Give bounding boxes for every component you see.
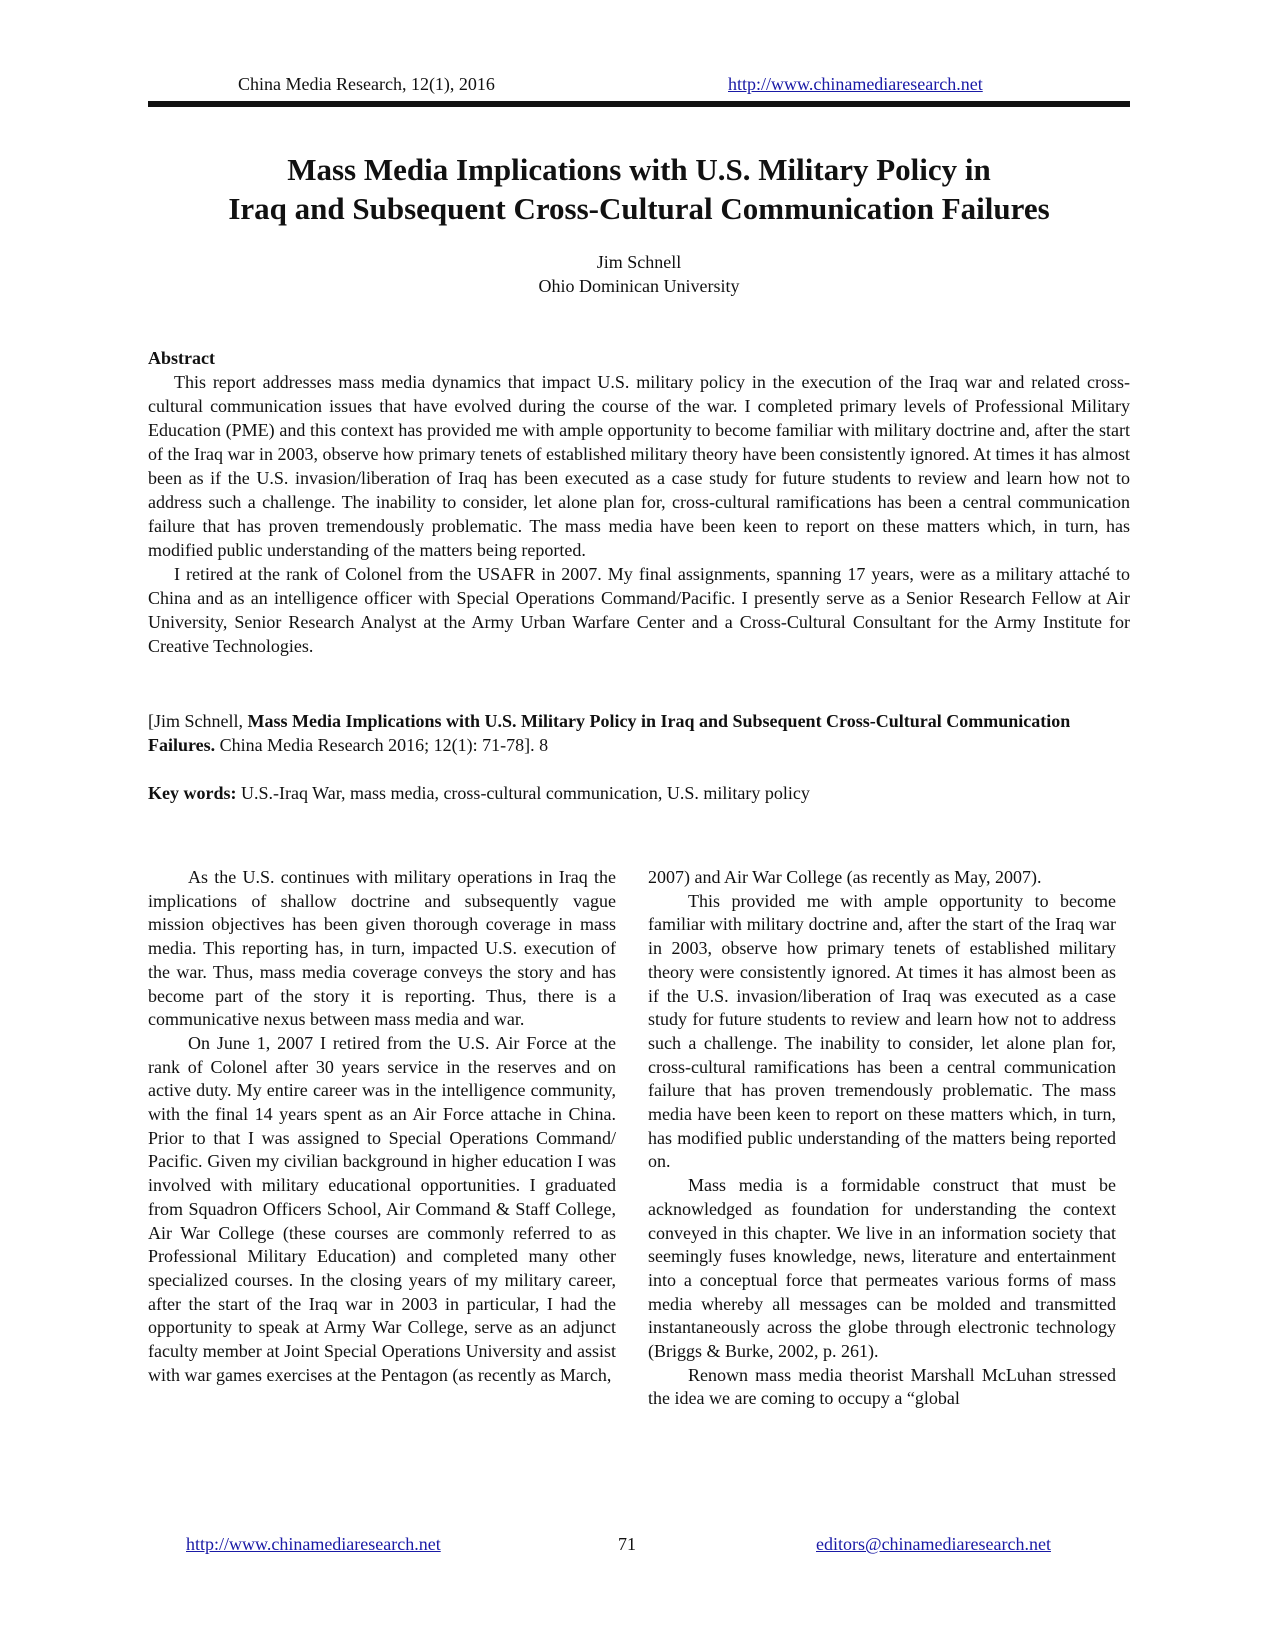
citation-title: Mass Media Implications with U.S. Military Policy in Iraq and Subsequent Cross-Cultural Communication Failures. [148,711,1071,755]
journal-website-link[interactable]: http://www.chinamediaresearch.net [728,74,983,94]
header-rule [148,101,1130,107]
body-paragraph: On June 1, 2007 I retired from the U.S. Air Force at the rank of Colonel after 30 years service in the reserves and on active duty. My entire career was in the intelligence community, with the final 14 years spent as an Air Force attache in China. Prior to that I was assigned to Special Operations Command/ Pacific. Given my civilian background in higher education I was involved with military educational opportunities. I graduated from Squadron Officers School, Air Command & Staff College, Air War College (these courses are commonly referred to as Professional Military Education) and completed many other specialized courses. In the closing years of my military career, after the start of the Iraq war in 2003 in particular, I had the opportunity to speak at Army War College, serve as an adjunct faculty member at Joint Special Operations University and assist with war games exercises at the Pentagon (as recently as March, [148,1032,616,1385]
abstract-heading: Abstract [148,348,215,368]
citation-suffix: China Media Research 2016; 12(1): 71-78]. 8 [215,735,549,755]
body-column-right [648,866,1116,1411]
title-line-2: Iraq and Subsequent Cross-Cultural Communication Failures [228,191,1050,226]
body-paragraph: As the U.S. continues with military operations in Iraq the implications of shallow doctrine and subsequently vague mission objectives has been given thorough coverage in mass media. This reporting has, in turn, impacted U.S. execution of the war. Thus, mass media coverage conveys the story and has become part of the story it is reporting. Thus, there is a communicative nexus between mass media and war. [148,867,616,1030]
body-column-left [148,866,616,1387]
body-paragraph: Renown mass media theorist Marshall McLuhan stressed the idea we are coming to occupy a “global [648,1364,1116,1409]
page-footer [148,1534,1130,1558]
footer-website-link[interactable]: http://www.chinamediaresearch.net [186,1534,441,1554]
author-name: Jim Schnell [596,252,682,272]
keywords-text: U.S.-Iraq War, mass media, cross-cultural communication, U.S. military policy [236,783,810,803]
body-paragraph: Mass media is a formidable construct that must be acknowledged as foundation for understanding the context conveyed in this chapter. We live in an information society that seemingly fuses knowledge, news, literature and entertainment into a conceptual force that permeates various forms of mass media whereby all messages can be molded and transmitted instantaneously across the globe through electronic technology (Briggs & Burke, 2002, p. 261). [648,1175,1116,1362]
author-affiliation: Ohio Dominican University [538,276,740,296]
keywords-block [148,781,1130,805]
footer-email-link[interactable]: editors@chinamediaresearch.net [816,1534,1051,1554]
body-paragraph: This provided me with ample opportunity to become familiar with military doctrine and, after the start of the Iraq war in 2003, observe how primary tenets of established military theory were consistently ignored. At times it has almost been as if the U.S. invasion/liberation of Iraq was executed as a case study for future students to review and learn how not to address such a challenge. The inability to consider, let alone plan for, cross-cultural ramifications has been a central communication failure that has proven tremendously problematic. The mass media have been keen to report on these matters which, in turn, has modified public understanding of the matters being reported on. [648,890,1116,1172]
abstract-paragraph-1: This report addresses mass media dynamics that impact U.S. military policy in the execution of the Iraq war and related cross-cultural communication issues that have evolved during the course of the war. I completed primary levels of Professional Military Education (PME) and this context has provided me with ample opportunity to become familiar with military doctrine and, after the start of the Iraq war in 2003, observe how primary tenets of established military theory have been consistently ignored. At times it has almost been as if the U.S. invasion/liberation of Iraq has been executed as a case study for future students to review and learn how not to address such a challenge. The inability to consider, let alone plan for, cross-cultural ramifications has been a central communication failure that has proven tremendously problematic. The mass media have been keen to report on these matters which, in turn, has modified public understanding of the matters being reported. [148,372,1130,560]
article-title [148,150,1130,228]
running-header [148,74,1123,98]
abstract-section [148,346,1130,658]
journal-citation: China Media Research, 12(1), 2016 [238,74,495,94]
body-paragraph-continued: 2007) and Air War College (as recently as May, 2007). [648,867,1042,887]
citation-prefix: [Jim Schnell, [148,711,248,731]
author-block [148,250,1130,298]
page-number: 71 [618,1534,636,1554]
abstract-paragraph-2: I retired at the rank of Colonel from the USAFR in 2007. My final assignments, spanning 17 years, were as a military attaché to China and as an intelligence officer with Special Operations Command/Pacific. I presently serve as a Senior Research Fellow at Air University, Senior Research Analyst at the Army Urban Warfare Center and a Cross-Cultural Consultant for the Army Institute for Creative Technologies. [148,564,1130,656]
title-line-1: Mass Media Implications with U.S. Military Policy in [287,152,991,187]
citation-block [148,709,1130,757]
keywords-label: Key words: [148,783,237,803]
